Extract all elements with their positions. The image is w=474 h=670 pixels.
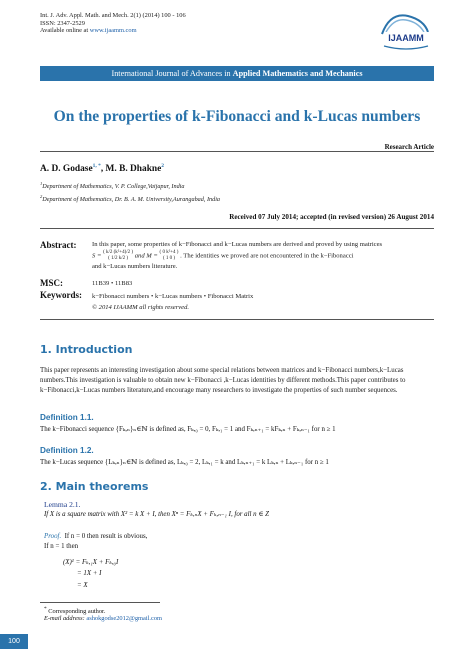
copyright-notice: © 2014 IJAAMM all rights reserved. [92,304,190,311]
email-note: E-mail address: ashokgodse2012@gmail.com [44,615,163,622]
proof-line-1: Proof. If n = 0 then result is obvious, [44,533,148,540]
lemma-2-1-statement: If X is a square matrix with X² = k X + I, then Xⁿ = Fₖ,ₙX + Fₖ,ₙ₋₁ I, for all n ∈ Z [44,511,269,518]
journal-url-link[interactable]: www.ijaamm.com [89,27,137,35]
definition-1-1-text: The k−Fibonacci sequence {Fₖ,ₙ}ₙ∈ℕ is defined as, Fₖ,₀ = 0, Fₖ,₁ = 1 and Fₖ,ₙ₊₁ = kFₖ,ₙ + Fₖ,ₙ₋₁ for n ≥ 1 [40,426,336,433]
equation-line: = 1X + I [77,570,102,577]
section-introduction-heading: 1. Introduction [40,343,133,356]
divider [40,151,434,152]
author-name: M. B. Dhakne [105,164,162,175]
article-title: On the properties of k-Fibonacci and k-Lucas numbers [53,108,421,125]
matrix-s: ( k/2 (k²+4)/2 ) ( 1/2 k/2 ) [103,250,134,261]
divider [40,228,434,229]
definition-1-2-text: The k−Lucas sequence {Lₖ,ₙ}ₙ∈ℕ is defined as, Lₖ,₀ = 2, Lₖ,₁ = k and Lₖ,ₙ₊₁ = k Lₖ,ₙ + Lₖ,ₙ₋₁ for n ≥ 1 [40,459,329,466]
journal-banner: International Journal of Advances in Applied Mathematics and Mechanics [40,66,434,81]
matrix-m: ( 0 k²+4 ) ( 1 0 ) [159,250,179,261]
equation-line: (X)¹ = Fₖ,₁X + Fₖ,₀I [63,559,119,566]
abstract-text: In this paper, some properties of k−Fibonacci and k−Lucas numbers are derived and proved by using matrices S = ( k/2 (k²+4)/2 ) ( 1/2 k/2 ) and M = ( 0 k²+4 ) ( 1 0 ) . The identities we proved are not encountered in the k−Fibonacci and k−Lucas numbers literature. [92,241,383,270]
svg-text:IJAAMM: IJAAMM [388,33,424,43]
affiliation-1: $^1$Department of Mathematics, V. P. College,Vaijapur, India [40,181,185,191]
divider [40,319,434,320]
affiliation-2: $^2$Department of Mathematics, Dr. B. A. M. University,Aurangabad, India [40,194,221,204]
corresponding-author-note: * Corresponding author. [44,606,106,616]
definition-1-2-heading: Definition 1.2. [40,446,94,455]
email-link[interactable]: ashokgodse2012@gmail.com [86,615,163,622]
author-list: A. D. Godase$^{1, *}$, M. B. Dhakne$^2$ [40,163,165,175]
proof-label: Proof. [44,533,62,540]
issn-line: ISSN: 2347-2529 [40,19,85,27]
definition-1-1-heading: Definition 1.1. [40,413,94,422]
lemma-2-1-heading: Lemma 2.1. [44,500,81,509]
author-name: A. D. Godase [40,164,93,175]
keywords-label: Keywords: [40,290,82,300]
abstract-label: Abstract: [40,240,77,250]
equation-line: = X [77,582,88,589]
article-type: Research Article [384,143,434,151]
citation-line: Int. J. Adv. Appl. Math. and Mech. 2(1) (2014) 100 - 106 [40,12,186,19]
msc-label: MSC: [40,278,63,288]
journal-logo [376,8,434,54]
journal-header-meta [40,12,186,35]
footnote-rule [40,602,160,603]
received-dates: Received 07 July 2014; accepted (in revised version) 26 August 2014 [229,213,434,221]
introduction-paragraph: This paper represents an interesting investigation about some special relations between matrices and k−Fibonacci numbers,k−Lucas numbers.This investigation is valuable to obtain new k−Fibonacci ,k−Lucas identities by different methods.This paper contributes to k−Fibonacci,k−Lucas numbers literature,and encourage many researchers to investigate the properties of such number sequences. [40,367,406,394]
proof-line-2: If n = 1 then [44,543,79,550]
keywords-list: k−Fibonacci numbers • k−Lucas numbers • Fibonacci Matrix [92,293,254,300]
availability-line: Available online at www.ijaamm.com [40,27,137,35]
section-main-theorems-heading: 2. Main theorems [40,480,149,493]
page-number: 100 [0,634,28,649]
msc-codes: 11B39 • 11B83 [92,280,133,287]
